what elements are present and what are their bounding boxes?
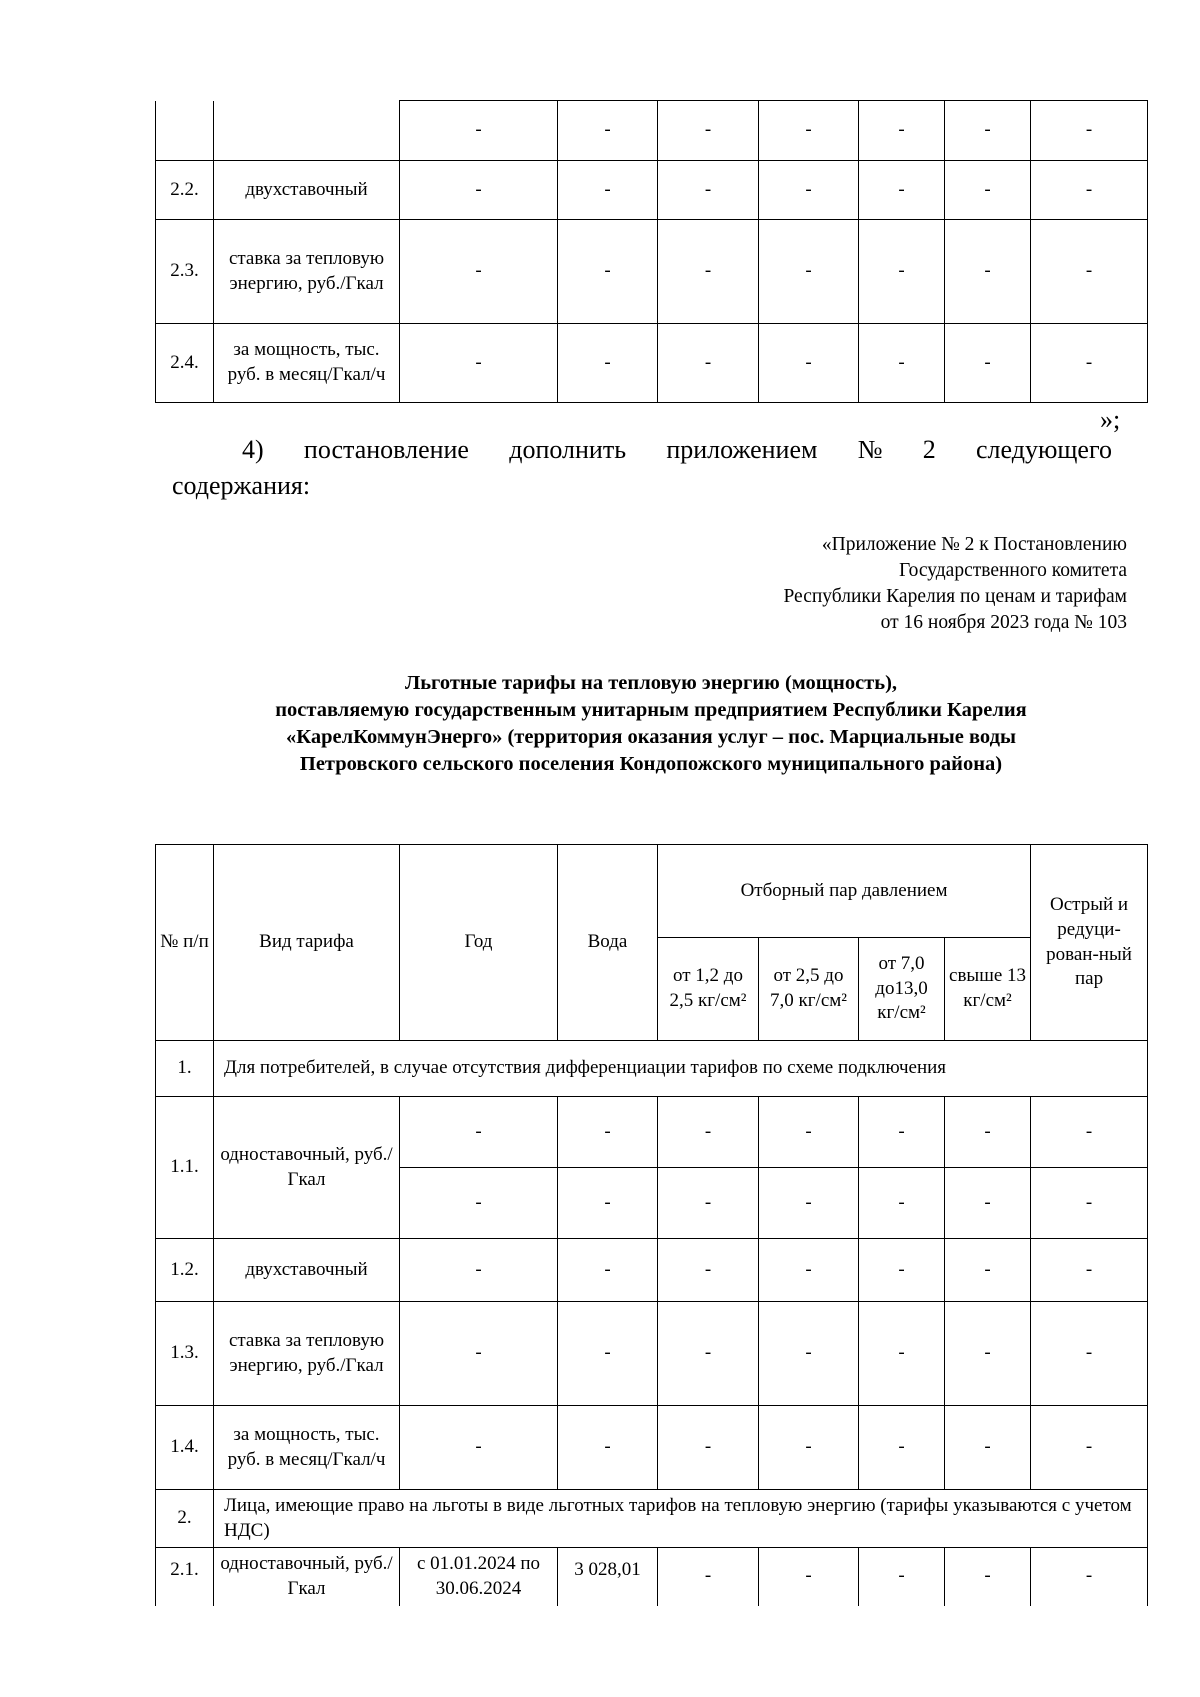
tariff-name: одноставочный, руб./Гкал: [214, 1548, 400, 1606]
cell: -: [759, 1406, 859, 1490]
cell: -: [859, 324, 945, 403]
title-line: Петровского сельского поселения Кондопожского муниципального района): [299, 753, 1003, 775]
cell: -: [945, 1239, 1031, 1302]
cell: -: [1031, 101, 1148, 161]
cell: -: [1031, 161, 1148, 220]
cell: -: [658, 220, 759, 324]
amendment-paragraph: [172, 432, 1112, 504]
cell: -: [1031, 220, 1148, 324]
cell: -: [400, 1239, 558, 1302]
cell: -: [558, 161, 658, 220]
cell: -: [1031, 1168, 1148, 1239]
cell: -: [945, 1097, 1031, 1168]
header-steam-3: от 7,0 до13,0 кг/см²: [859, 938, 945, 1041]
paragraph-word: постановление: [303, 435, 469, 464]
title-line: поставляемую государственным унитарным предприятием Республики Карелия: [275, 699, 1027, 721]
cell: -: [558, 1406, 658, 1490]
header-tariff-type: Вид тарифа: [214, 845, 400, 1041]
cell: -: [945, 1168, 1031, 1239]
cell: -: [658, 324, 759, 403]
tariff-name: ставка за тепловую энергию, руб./Гкал: [214, 220, 400, 324]
table-row: [156, 220, 1148, 324]
row-number: 2.: [156, 1490, 214, 1548]
cell: -: [759, 161, 859, 220]
section-title: Для потребителей, в случае отсутствия дифференциации тарифов по схеме подключения: [214, 1041, 1148, 1097]
cell: -: [945, 1302, 1031, 1406]
row-number: 1.4.: [156, 1406, 214, 1490]
cell: -: [558, 101, 658, 161]
cell: -: [1031, 1302, 1148, 1406]
row-number: [156, 101, 214, 161]
document-title: [155, 670, 1147, 778]
cell: -: [759, 1097, 859, 1168]
cell: -: [859, 101, 945, 161]
paragraph-word: приложением: [666, 435, 818, 464]
title-line: Льготные тарифы на тепловую энергию (мощность),: [404, 672, 898, 694]
appendix-line: от 16 ноября 2023 года № 103: [880, 612, 1127, 633]
cell: -: [1031, 1406, 1148, 1490]
cell: -: [1031, 1097, 1148, 1168]
cell: -: [658, 1097, 759, 1168]
tariff-table: [155, 844, 1148, 1606]
cell: -: [859, 1239, 945, 1302]
cell: -: [859, 1097, 945, 1168]
cell: -: [658, 1168, 759, 1239]
paragraph-word: дополнить: [509, 435, 627, 464]
tariff-name: [214, 101, 400, 161]
cell: -: [658, 1239, 759, 1302]
cell: -: [658, 101, 759, 161]
row-number: 1.1.: [156, 1097, 214, 1239]
section-row: [156, 1041, 1148, 1097]
cell: -: [859, 1406, 945, 1490]
row-number: 2.4.: [156, 324, 214, 403]
cell: -: [945, 161, 1031, 220]
cell: -: [558, 220, 658, 324]
cell: -: [945, 324, 1031, 403]
table-row: [156, 1302, 1148, 1406]
table-row: [156, 324, 1148, 403]
appendix-line: Республики Карелия по ценам и тарифам: [783, 586, 1127, 607]
cell: -: [859, 161, 945, 220]
cell: -: [759, 1239, 859, 1302]
appendix-reference: [783, 532, 1127, 636]
cell: -: [759, 324, 859, 403]
table-row: [156, 1406, 1148, 1490]
cell: -: [859, 1548, 945, 1606]
tariff-name: ставка за тепловую энергию, руб./Гкал: [214, 1302, 400, 1406]
cell: -: [558, 1097, 658, 1168]
header-steam-group: Отборный пар давлением: [658, 845, 1031, 938]
cell: -: [658, 1548, 759, 1606]
table-row: [156, 1548, 1148, 1606]
cell: -: [759, 1168, 859, 1239]
tariff-name: двухставочный: [214, 1239, 400, 1302]
row-number: 2.1.: [156, 1548, 214, 1606]
tariff-name: за мощность, тыс. руб. в месяц/Гкал/ч: [214, 324, 400, 403]
paragraph-word: №: [857, 435, 883, 464]
header-steam-4: свыше 13 кг/см²: [945, 938, 1031, 1041]
paragraph-word: 2: [922, 435, 936, 464]
paragraph-line: содержания:: [172, 471, 311, 500]
continued-tariff-table: [155, 100, 1148, 403]
cell: -: [400, 1168, 558, 1239]
cell: -: [400, 324, 558, 403]
appendix-line: «Приложение № 2 к Постановлению: [821, 534, 1127, 555]
tariff-name: одноставочный, руб./Гкал: [214, 1097, 400, 1239]
paragraph-word: следующего: [976, 435, 1112, 464]
cell: -: [859, 220, 945, 324]
header-year: Год: [400, 845, 558, 1041]
tariff-name: за мощность, тыс. руб. в месяц/Гкал/ч: [214, 1406, 400, 1490]
cell: -: [558, 1302, 658, 1406]
cell: -: [400, 1302, 558, 1406]
paragraph-word: 4): [242, 435, 264, 464]
section-title: Лица, имеющие право на льготы в виде льготных тарифов на тепловую энергию (тарифы указываются с учетом НДС): [214, 1490, 1148, 1548]
cell: -: [400, 220, 558, 324]
row-number: 2.2.: [156, 161, 214, 220]
cell: -: [1031, 1548, 1148, 1606]
cell: -: [1031, 324, 1148, 403]
cell: -: [558, 1168, 658, 1239]
header-steam-1: от 1,2 до 2,5 кг/см²: [658, 938, 759, 1041]
closing-quote: »;: [1100, 405, 1121, 434]
row-number: 1.2.: [156, 1239, 214, 1302]
row-number: 2.3.: [156, 220, 214, 324]
cell: -: [759, 220, 859, 324]
cell: -: [400, 161, 558, 220]
appendix-line: Государственного комитета: [899, 560, 1127, 581]
cell: -: [658, 1406, 759, 1490]
cell: -: [400, 1097, 558, 1168]
table-row: [156, 101, 1148, 161]
cell: -: [400, 101, 558, 161]
row-number: 1.: [156, 1041, 214, 1097]
table-row: [156, 161, 1148, 220]
header-water: Вода: [558, 845, 658, 1041]
cell: -: [945, 101, 1031, 161]
cell: -: [759, 1548, 859, 1606]
cell: -: [558, 324, 658, 403]
tariff-name: двухставочный: [214, 161, 400, 220]
cell: -: [558, 1239, 658, 1302]
cell: -: [759, 1302, 859, 1406]
section-row: [156, 1490, 1148, 1548]
cell: -: [859, 1168, 945, 1239]
header-row: [156, 845, 1148, 938]
water-value: 3 028,01: [558, 1548, 658, 1606]
cell: -: [658, 161, 759, 220]
cell: -: [400, 1406, 558, 1490]
table-row: [156, 1239, 1148, 1302]
cell: -: [1031, 1239, 1148, 1302]
cell: -: [658, 1302, 759, 1406]
period-cell: с 01.01.2024 по 30.06.2024: [400, 1548, 558, 1606]
cell: -: [945, 1548, 1031, 1606]
row-number: 1.3.: [156, 1302, 214, 1406]
title-line: «КарелКоммунЭнерго» (территория оказания услуг – пос. Марциальные воды: [286, 726, 1016, 748]
header-steam-2: от 2,5 до 7,0 кг/см²: [759, 938, 859, 1041]
cell: -: [945, 1406, 1031, 1490]
cell: -: [945, 220, 1031, 324]
cell: -: [859, 1302, 945, 1406]
cell: -: [759, 101, 859, 161]
header-number: № п/п: [156, 845, 214, 1041]
table-row: [156, 1097, 1148, 1168]
header-sharp-steam: Острый и редуци-рован-ный пар: [1031, 845, 1148, 1041]
